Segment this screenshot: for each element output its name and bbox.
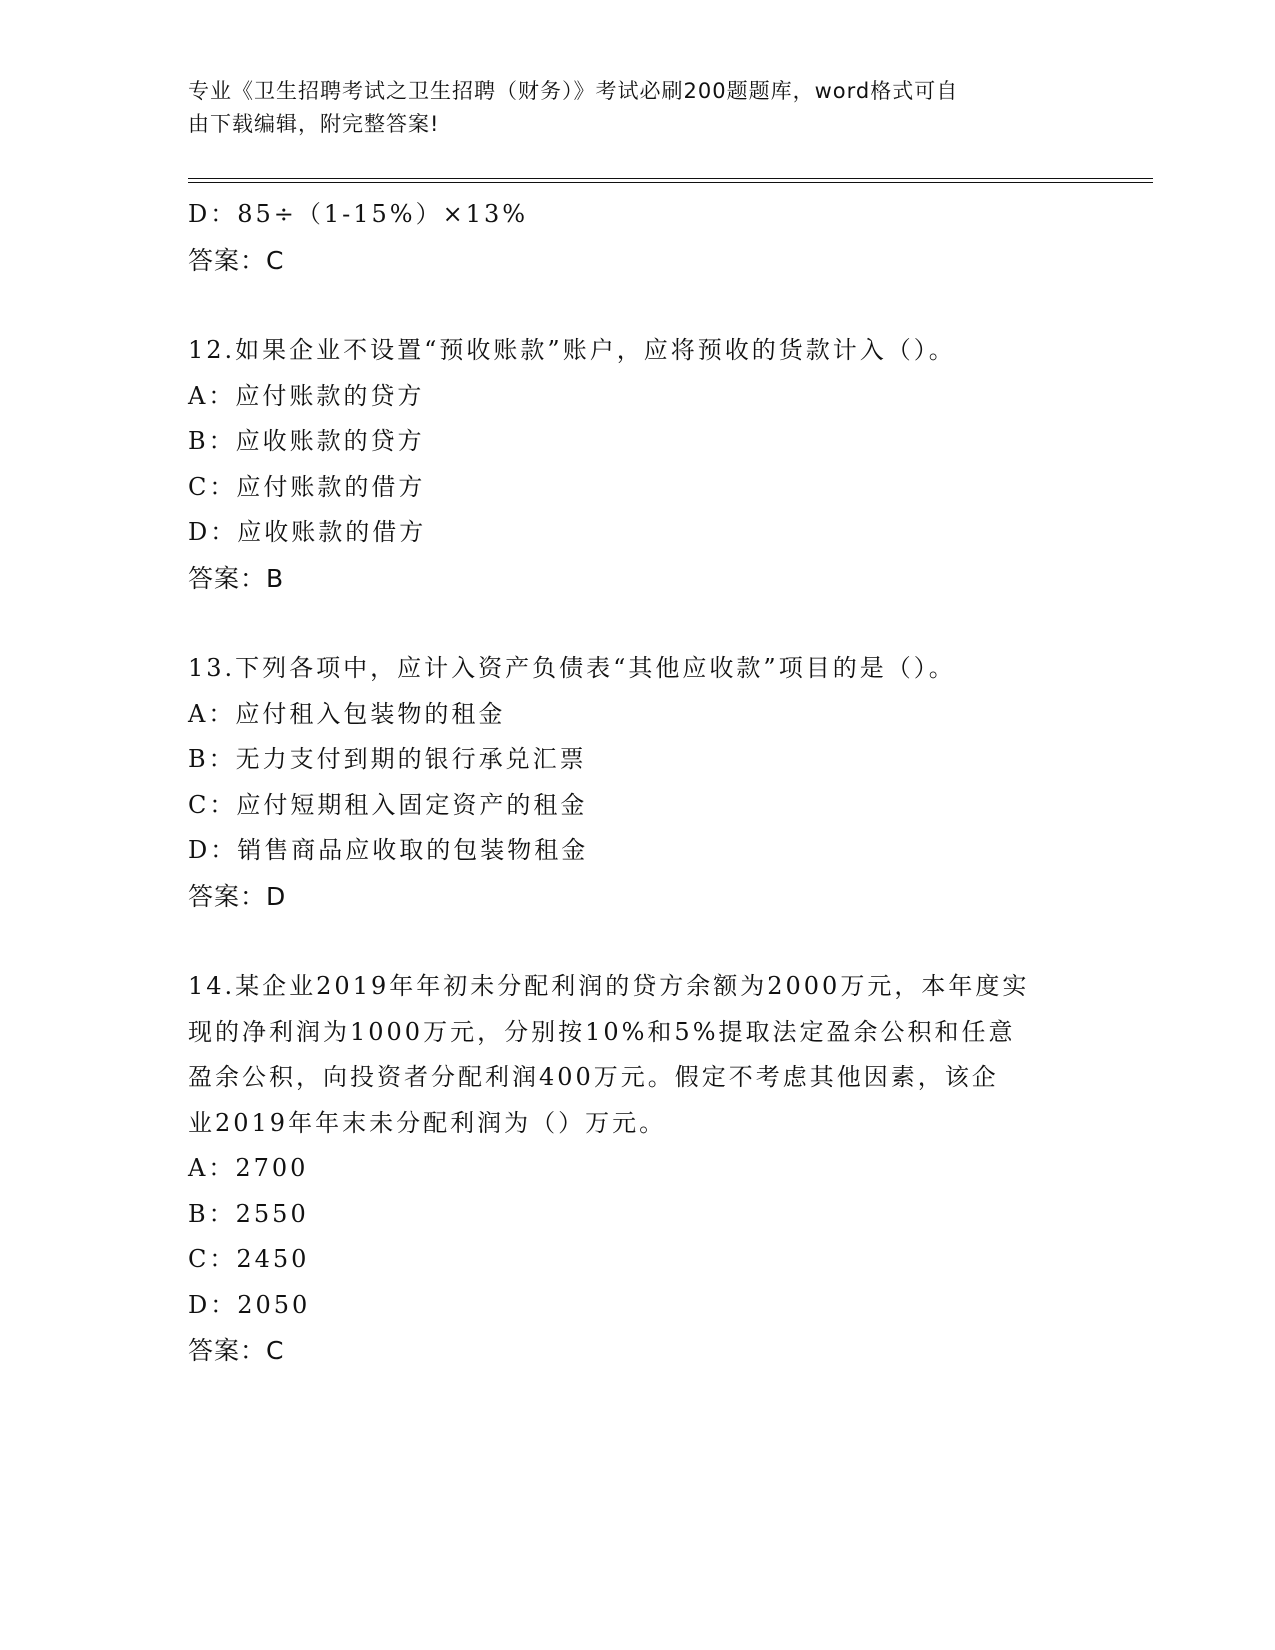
answer: 答案：D [188,881,287,911]
header-divider [188,178,1153,183]
option-b: B：2550 [188,1199,309,1228]
header-line-2: 由下载编辑，附完整答案! [188,112,440,136]
question-stem: 12.如果企业不设置“预收账款”账户，应将预收的货款计入（）。 [188,336,956,364]
spacer [188,283,1088,328]
question-stem-line-4: 业2019年年末未分配利润为（）万元。 [188,1108,667,1137]
answer: 答案：C [188,1336,285,1365]
option-a: A：应付租入包装物的租金 [188,699,506,728]
option-c: C：2450 [188,1245,310,1273]
option-d: D：销售商品应收取的包装物租金 [188,836,589,864]
question-list [188,192,1088,1374]
option-a: A：2700 [188,1154,309,1182]
document-page [188,0,1153,1650]
question-13 [188,646,1088,919]
option-c: C：应付账款的借方 [188,472,426,501]
question-stem: 13.下列各项中，应计入资产负债表“其他应收款”项目的是（）。 [188,654,956,682]
question-stem-line-3: 盈余公积，向投资者分配利润400万元。假定不考虑其他因素，该企 [188,1063,999,1091]
header-line-1: 专业《卫生招聘考试之卫生招聘（财务）》考试必刷200题题库，word格式可自 [188,79,959,103]
document-header [188,75,1068,141]
option-d: D：85÷（1-15%）×13% [188,200,529,228]
previous-question-tail [188,192,1088,283]
spacer [188,919,1088,964]
question-stem-line-1: 14.某企业2019年年初未分配利润的贷方余额为2000万元，本年度实 [188,972,1030,1000]
option-a: A：应付账款的贷方 [188,381,425,410]
answer: 答案：B [188,563,285,593]
option-b: B：应收账款的贷方 [188,427,425,455]
question-14 [188,964,1088,1374]
spacer [188,601,1088,646]
answer: 答案：C [188,245,285,275]
option-d: D：应收账款的借方 [188,518,427,546]
option-b: B：无力支付到期的银行承兑汇票 [188,745,587,773]
option-d: D：2050 [188,1290,311,1319]
option-c: C：应付短期租入固定资产的租金 [188,790,588,819]
question-stem-line-2: 现的净利润为1000万元，分别按10%和5%提取法定盈余公积和任意 [188,1017,1016,1046]
question-12 [188,328,1088,601]
